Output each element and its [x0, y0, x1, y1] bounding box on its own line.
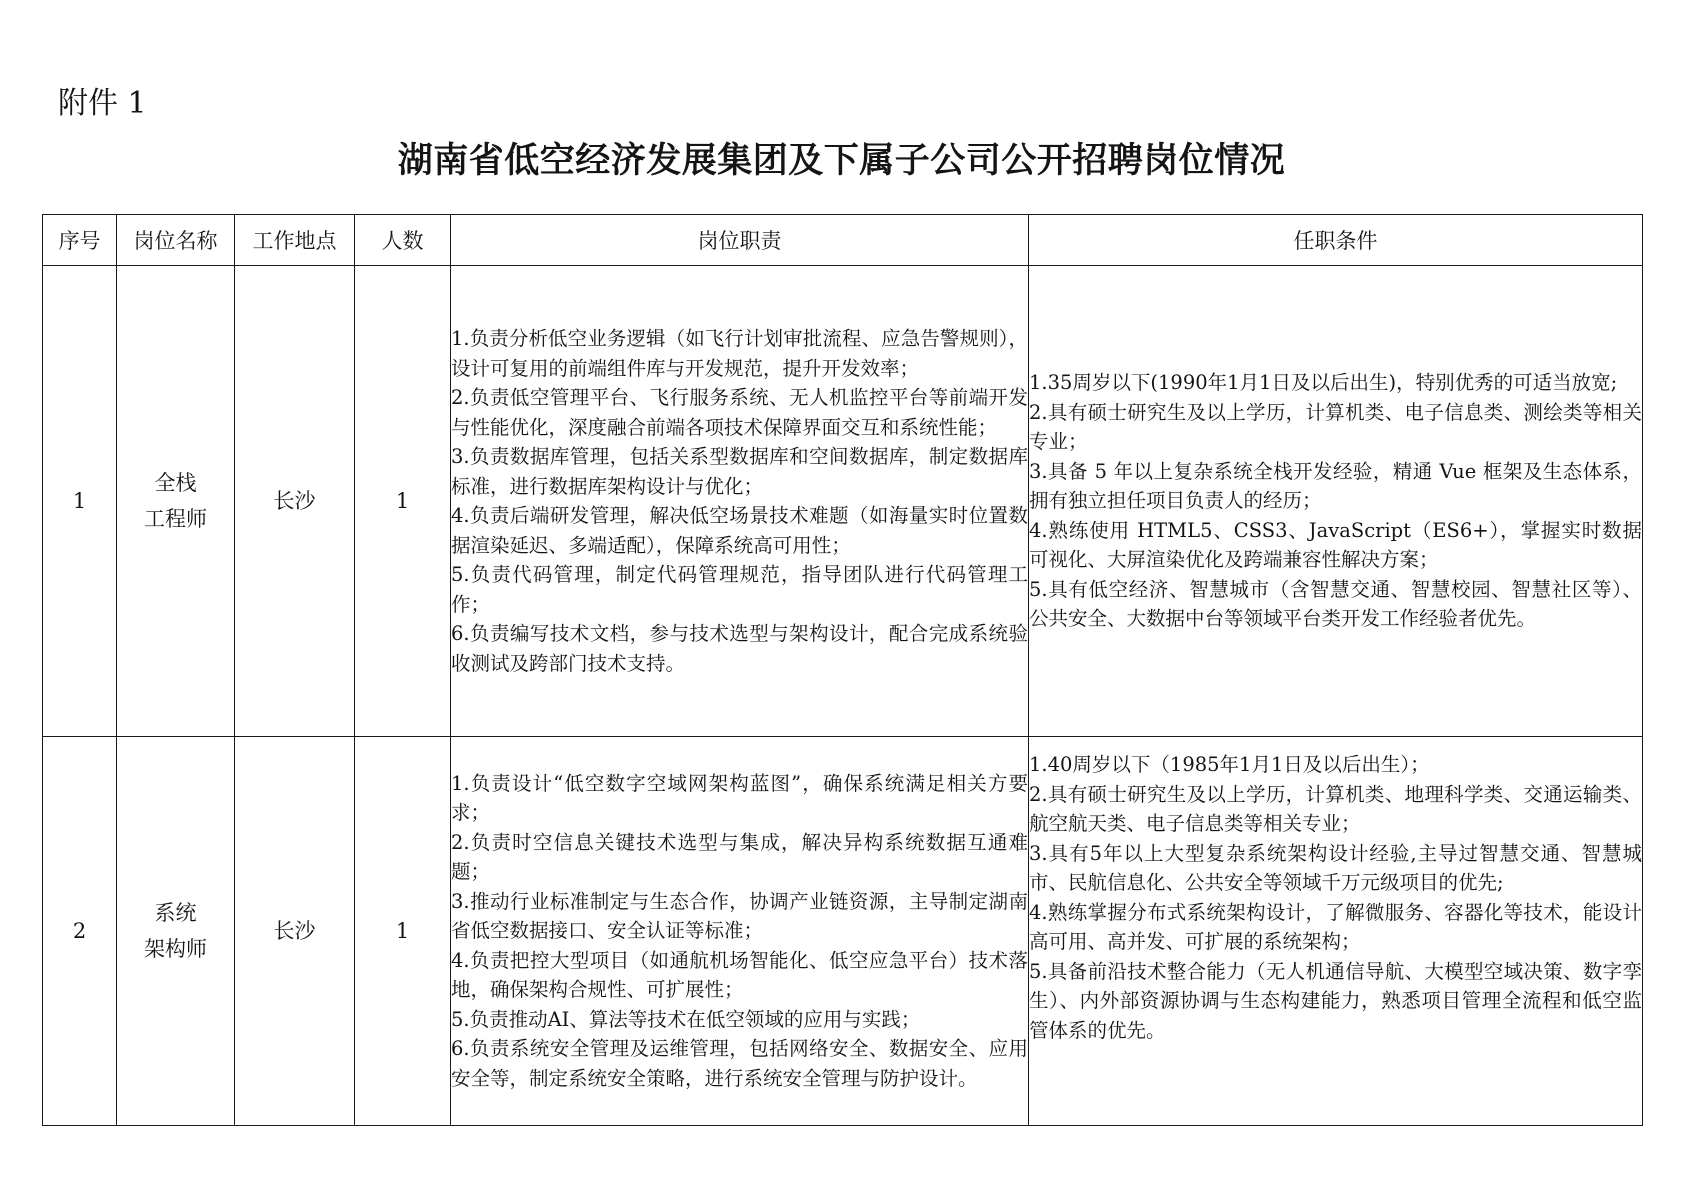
duty-item: 6.负责系统安全管理及运维管理，包括网络安全、数据安全、应用安全等，制定系统安全策略，进行系统安全管理与防护设计。 — [451, 1037, 1028, 1090]
table-row — [43, 266, 1643, 737]
work-location: 长沙 — [235, 266, 355, 737]
header-requirements: 任职条件 — [1029, 215, 1643, 266]
requirement-item: 2.具有硕士研究生及以上学历，计算机类、电子信息类、测绘类等相关专业； — [1029, 400, 1642, 454]
requirement-item: 3.具有5年以上大型复杂系统架构设计经验,主导过智慧交通、智慧城市、民航信息化、公共安全等领域千万元级项目的优先; — [1029, 841, 1642, 894]
header-duties: 岗位职责 — [451, 215, 1029, 266]
positions-table — [42, 214, 1643, 1126]
duties-cell — [451, 737, 1029, 1126]
duty-item: 3.负责数据库管理，包括关系型数据库和空间数据库，制定数据库标准，进行数据库架构设计与优化； — [451, 445, 1028, 498]
duty-item: 5.负责代码管理，制定代码管理规范，指导团队进行代码管理工作； — [451, 563, 1028, 616]
requirements-cell — [1029, 266, 1643, 737]
requirement-item: 5.具备前沿技术整合能力（无人机通信导航、大模型空域决策、数字孪生）、内外部资源协调与生态构建能力，熟悉项目管理全流程和低空监管体系的优先。 — [1029, 959, 1642, 1042]
requirement-item: 1.35周岁以下(1990年1月1日及以后出生)，特别优秀的可适当放宽; — [1029, 371, 1618, 395]
header-index: 序号 — [43, 215, 117, 266]
duty-item: 6.负责编写技术文档，参与技术选型与架构设计，配合完成系统验收测试及跨部门技术支持。 — [451, 622, 1028, 675]
headcount: 1 — [355, 266, 451, 737]
duty-item: 2.负责时空信息关键技术选型与集成，解决异构系统数据互通难题； — [451, 830, 1028, 884]
duties-cell — [451, 266, 1029, 737]
row-index: 2 — [43, 737, 117, 1126]
requirement-item: 3.具备 5 年以上复杂系统全栈开发经验，精通 Vue 框架及生态体系，拥有独立担任项目负责人的经历； — [1029, 459, 1642, 513]
duty-item: 1.负责分析低空业务逻辑（如飞行计划审批流程、应急告警规则），设计可复用的前端组件库与开发规范，提升开发效率； — [451, 327, 1028, 380]
work-location: 长沙 — [235, 737, 355, 1126]
header-position-name: 岗位名称 — [117, 215, 235, 266]
position-name — [117, 737, 235, 1126]
position-name-line: 系统 — [154, 901, 197, 925]
requirements-cell — [1029, 737, 1643, 1126]
row-index: 1 — [43, 266, 117, 737]
header-headcount: 人数 — [355, 215, 451, 266]
duty-item: 2.负责低空管理平台、飞行服务系统、无人机监控平台等前端开发与性能优化，深度融合前端各项技术保障界面交互和系统性能； — [451, 386, 1028, 439]
position-name-line: 工程师 — [144, 507, 207, 531]
duty-item: 4.负责后端研发管理，解决低空场景技术难题（如海量实时位置数据渲染延迟、多端适配），保障系统高可用性； — [451, 504, 1028, 557]
position-name — [117, 266, 235, 737]
requirement-item: 4.熟练掌握分布式系统架构设计，了解微服务、容器化等技术，能设计高可用、高并发、可扩展的系统架构； — [1029, 900, 1642, 953]
requirement-item: 2.具有硕士研究生及以上学历，计算机类、地理科学类、交通运输类、航空航天类、电子信息类等相关专业； — [1029, 782, 1642, 835]
position-name-line: 架构师 — [144, 937, 207, 961]
document-title: 湖南省低空经济发展集团及下属子公司公开招聘岗位情况 — [397, 141, 1286, 181]
table-row — [43, 737, 1643, 1126]
attachment-label: 附件 1 — [58, 86, 147, 121]
requirement-item: 4.熟练使用 HTML5、CSS3、JavaScript（ES6+），掌握实时数据可视化、大屏渲染优化及跨端兼容性解决方案； — [1029, 518, 1642, 572]
duty-item: 4.负责把控大型项目（如通航机场智能化、低空应急平台）技术落地，确保架构合规性、可扩展性； — [451, 948, 1028, 1002]
requirement-item: 1.40周岁以下（1985年1月1日及以后出生）； — [1029, 753, 1430, 776]
headcount: 1 — [355, 737, 451, 1126]
header-location: 工作地点 — [235, 215, 355, 266]
duty-item: 1.负责设计“低空数字空域网架构蓝图”，确保系统满足相关方要求； — [451, 771, 1028, 825]
duty-item: 3.推动行业标准制定与生态合作，协调产业链资源，主导制定湖南省低空数据接口、安全认证等标准； — [451, 889, 1028, 943]
table-header-row — [43, 215, 1643, 266]
duty-item: 5.负责推动AI、算法等技术在低空领域的应用与实践； — [451, 1007, 921, 1031]
requirement-item: 5.具有低空经济、智慧城市（含智慧交通、智慧校园、智慧社区等）、公共安全、大数据中台等领域平台类开发工作经验者优先。 — [1029, 577, 1642, 631]
position-name-line: 全栈 — [154, 471, 197, 495]
